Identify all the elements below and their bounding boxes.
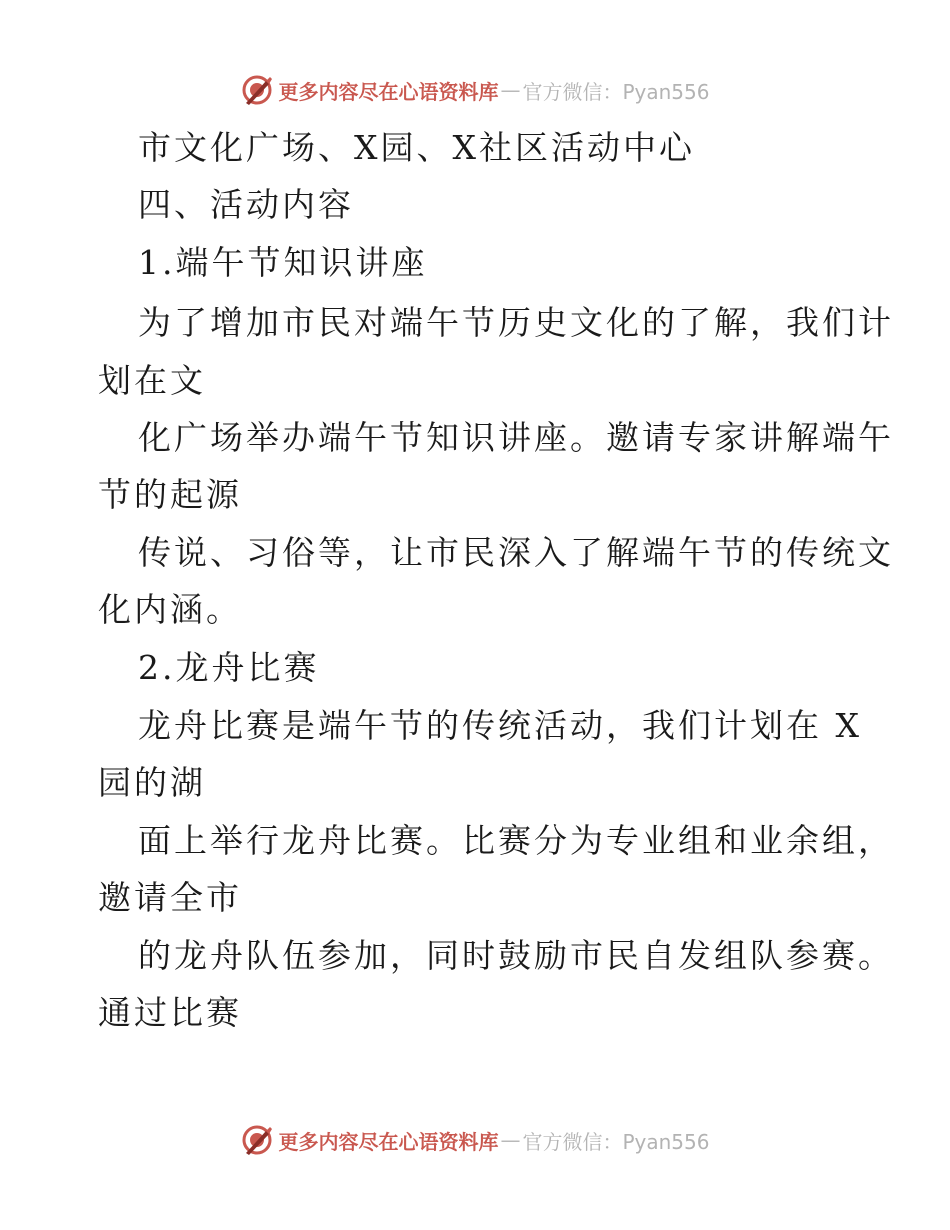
text-line: 邀请全市: [98, 878, 242, 917]
header-watermark: [0, 70, 950, 110]
text-line: 节的起源: [98, 475, 242, 514]
text-line: 园的湖: [98, 763, 206, 802]
text-line: 面上举行龙舟比赛。比赛分为专业组和业余组，: [138, 821, 894, 860]
watermark-main-text: 更多内容尽在心语资料库: [278, 79, 499, 104]
watermark-wechat-text: 官方微信：Pyan556: [522, 79, 710, 104]
text-line: 化内涵。: [98, 590, 242, 629]
footer-watermark: [0, 1120, 950, 1160]
watermark-wechat-text: 官方微信：Pyan556: [522, 1129, 710, 1154]
text-line: 传说、习俗等，让市民深入了解端午节的传统文: [138, 533, 894, 572]
text-line: 通过比赛: [98, 993, 242, 1032]
text-line: 划在文: [98, 361, 206, 400]
watermark-dash: —: [500, 78, 521, 102]
text-line: 的龙舟队伍参加，同时鼓励市民自发组队参赛。: [138, 936, 894, 975]
watermark-main-text: 更多内容尽在心语资料库: [278, 1129, 499, 1154]
subsection-heading: 2.龙舟比赛: [138, 648, 320, 687]
text-line: 为了增加市民对端午节历史文化的了解，我们计: [138, 303, 894, 342]
subsection-heading: 1.端午节知识讲座: [138, 243, 428, 282]
text-line: 市文化广场、X园、X社区活动中心: [138, 128, 695, 167]
pen-logo-icon: [240, 73, 274, 107]
watermark-dash: —: [500, 1128, 521, 1152]
text-line: 化广场举办端午节知识讲座。邀请专家讲解端午: [138, 418, 894, 457]
text-line: 龙舟比赛是端午节的传统活动，我们计划在 X: [138, 706, 862, 745]
pen-logo-icon: [240, 1123, 274, 1157]
section-heading: 四、活动内容: [138, 185, 354, 224]
